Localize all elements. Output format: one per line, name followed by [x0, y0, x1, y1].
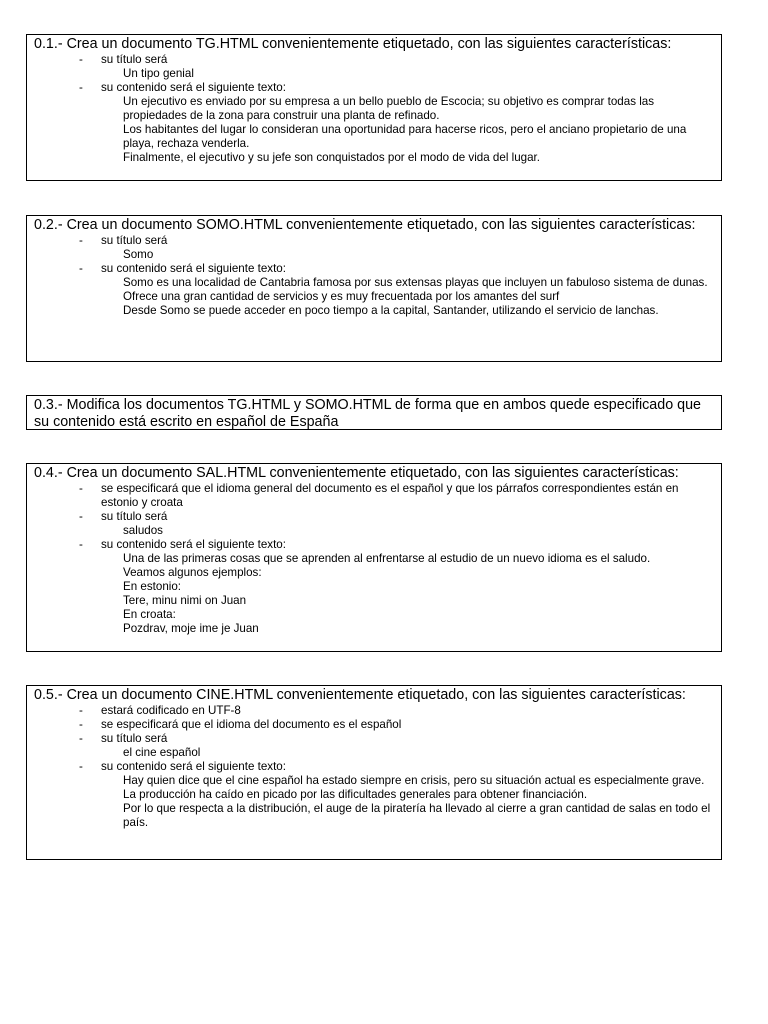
detail-text: Los habitantes del lugar lo consideran una oportunidad para hacerse ricos, pero el anciano propietario de una playa, rechaza venderla.	[123, 122, 687, 150]
bullet-dash: -	[79, 80, 83, 94]
exercise-box-0-3	[26, 395, 722, 430]
bullet-text: su contenido será el siguiente texto:	[101, 80, 286, 94]
bullet-text: se especificará que el idioma del documento es el español	[101, 717, 402, 731]
bullet-text: su título será	[101, 731, 168, 745]
detail-text: Veamos algunos ejemplos:	[123, 565, 262, 579]
list-item	[34, 510, 714, 524]
bullet-dash: -	[79, 759, 83, 773]
detail-text: Somo	[123, 247, 154, 261]
detail-text: Un ejecutivo es enviado por su empresa a un bello pueblo de Escocia; su objetivo es comprar todas las propiedades de la zona para construir una planta de refinado.	[123, 94, 655, 122]
detail-text: Desde Somo se puede acceder en poco tiempo a la capital, Santander, utilizando el servicio de lanchas.	[123, 303, 659, 317]
bullet-dash: -	[79, 233, 83, 247]
bullet-dash: -	[79, 731, 83, 745]
bullet-text: se especificará que el idioma general del documento es el español y que los párrafos correspondientes están en estonio y croata	[101, 481, 679, 509]
bullet-text: su contenido será el siguiente texto:	[101, 537, 286, 551]
bullet-dash: -	[79, 52, 83, 66]
list-item	[34, 234, 714, 248]
bullet-text: estará codificado en UTF-8	[101, 703, 241, 717]
bullet-text: su contenido será el siguiente texto:	[101, 261, 286, 275]
list-item	[34, 81, 714, 95]
detail-text: saludos	[123, 523, 163, 537]
detail-text: el cine español	[123, 745, 201, 759]
bullet-text: su título será	[101, 233, 168, 247]
exercise-title: 0.4.- Crea un documento SAL.HTML convenientemente etiquetado, con las siguientes características:	[34, 465, 679, 481]
exercise-title: 0.5.- Crea un documento CINE.HTML convenientemente etiquetado, con las siguientes características:	[34, 687, 686, 703]
bullet-dash: -	[79, 481, 83, 495]
bullet-text: su título será	[101, 509, 168, 523]
list-item	[34, 53, 714, 67]
exercise-title: 0.2.- Crea un documento SOMO.HTML convenientemente etiquetado, con las siguientes características:	[34, 217, 696, 233]
list-item	[34, 482, 714, 510]
detail-text: Ofrece una gran cantidad de servicios y es muy frecuentada por los amantes del surf	[123, 289, 560, 303]
bullet-dash: -	[79, 537, 83, 551]
detail-text: Finalmente, el ejecutivo y su jefe son conquistados por el modo de vida del lugar.	[123, 150, 540, 164]
exercise-box-0-4	[26, 463, 722, 652]
bullet-dash: -	[79, 261, 83, 275]
exercise-title: 0.1.- Crea un documento TG.HTML convenientemente etiquetado, con las siguientes características:	[34, 36, 672, 52]
bullet-text: su contenido será el siguiente texto:	[101, 759, 286, 773]
detail-text: En croata:	[123, 607, 176, 621]
list-item	[34, 538, 714, 552]
bullet-dash: -	[79, 703, 83, 717]
list-item	[34, 732, 714, 746]
exercise-title: 0.3.- Modifica los documentos TG.HTML y SOMO.HTML de forma que en ambos quede especificado que su contenido está escrito en español de España	[34, 397, 701, 430]
detail-text: Por lo que respecta a la distribución, el auge de la piratería ha llevado al cierre a gran cantidad de salas en todo el país.	[123, 801, 711, 829]
detail-text: Hay quien dice que el cine español ha estado siempre en crisis, pero su situación actual es especialmente grave.	[123, 773, 705, 787]
detail-text: Somo es una localidad de Cantabria famosa por sus extensas playas que incluyen un fabuloso sistema de dunas.	[123, 275, 708, 289]
detail-text: La producción ha caído en picado por las dificultades generales para obtener financiación.	[123, 787, 588, 801]
list-item	[34, 704, 714, 718]
exercise-box-0-1	[26, 34, 722, 181]
list-item	[34, 718, 714, 732]
detail-text: Un tipo genial	[123, 66, 194, 80]
detail-text: En estonio:	[123, 579, 182, 593]
list-item	[34, 760, 714, 774]
detail-text: Pozdrav, moje ime je Juan	[123, 621, 259, 635]
bullet-text: su título será	[101, 52, 168, 66]
exercise-box-0-2	[26, 215, 722, 362]
list-item	[34, 262, 714, 276]
detail-text: Una de las primeras cosas que se aprenden al enfrentarse al estudio de un nuevo idioma es el saludo.	[123, 551, 651, 565]
bullet-dash: -	[79, 717, 83, 731]
bullet-dash: -	[79, 509, 83, 523]
detail-text: Tere, minu nimi on Juan	[123, 593, 247, 607]
exercise-box-0-5	[26, 685, 722, 860]
